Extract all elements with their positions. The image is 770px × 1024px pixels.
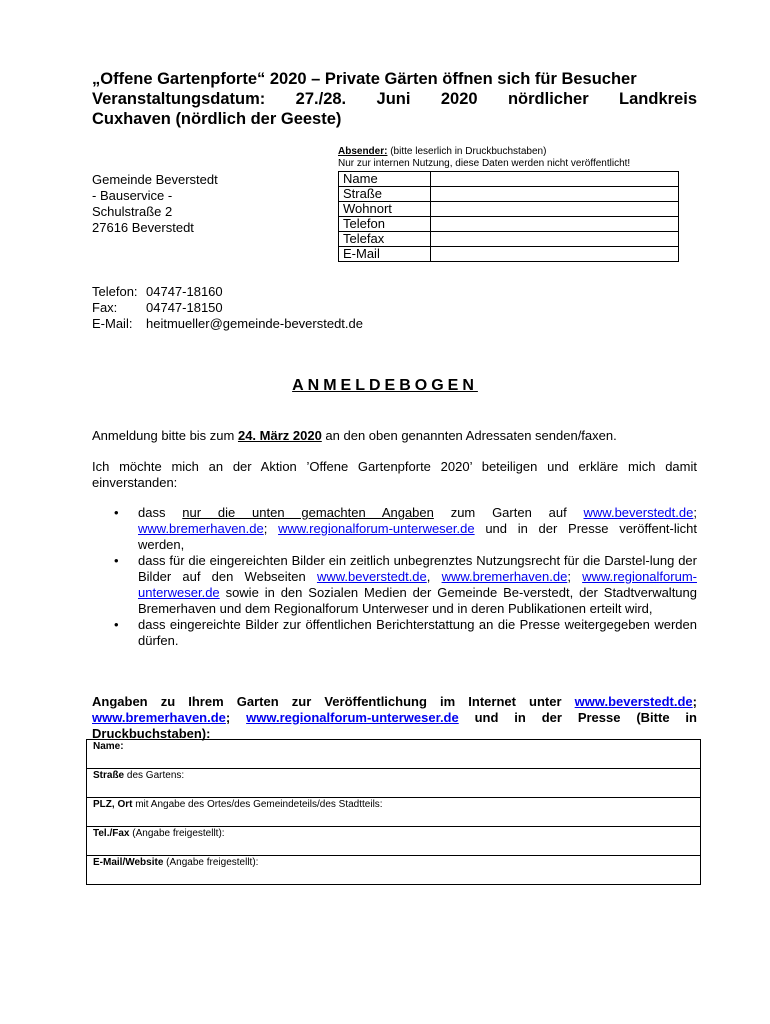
link-regionalforum[interactable]: www.regionalforum-unterweser.de (246, 710, 459, 725)
document-title (92, 69, 697, 129)
deadline-post: an den oben genannten Adressaten senden/faxen. (321, 428, 617, 443)
consent-text: und in der Presse veröffent-licht werden, (138, 521, 697, 552)
consent-text: sowie in den Sozialen Medien der Gemeinde Be-verstedt, der Stadtverwaltung Bremerhaven und dem Regionalforum Unterweser und in deren Publikationen erteilt wird, (138, 585, 697, 616)
garden-field-label: PLZ, Ort (93, 799, 133, 810)
garden-row-city (87, 798, 701, 827)
contact-fax-row (92, 300, 363, 316)
fax-value: 04747-18150 (146, 300, 223, 315)
garden-row-street (87, 769, 701, 798)
consent-item-2: • dass für die eingereichten Bilder ein zeitlich unbegrenztes Nutzungsrecht für die Darstel-lung der Bilder auf den Webseiten www.beverstedt.de, www.bremerhaven.de; www.regionalforum-unterweser.de sowie in den Sozialen Medien der Gemeinde Be-verstedt, der Stadtverwaltung Bremerhaven und dem Regionalforum Unterweser und in deren Publikationen erteilt wird, (114, 553, 697, 616)
sender-privacy-note: Nur zur internen Nutzung, diese Daten werden nicht veröffentlicht! (338, 158, 631, 169)
sender-row-city (339, 202, 679, 217)
title-line-2: Veranstaltungsdatum: 27./28. Juni 2020 nördlicher Landkreis (92, 90, 697, 108)
consent-text: dass für die eingereichten Bilder ein zeitlich unbegrenztes Nutzungsrecht für die Darstel-lung der Bilder auf den Webseiten (138, 553, 697, 584)
garden-field[interactable] (87, 827, 701, 856)
email-value: heitmueller@gemeinde-beverstedt.de (146, 316, 363, 331)
sender-field-input[interactable] (431, 172, 679, 187)
sender-field-label: Telefon (339, 217, 431, 232)
garden-intro: Angaben zu Ihrem Garten zur Veröffentlichung im Internet unter www.beverstedt.de; www.bremerhaven.de; www.regionalforum-unterweser.de und in der Presse (Bitte in Druckbuchstaben): (92, 694, 697, 741)
consent-text: dass (138, 505, 183, 520)
sender-heading (338, 146, 546, 158)
link-bremerhaven[interactable]: www.bremerhaven.de (138, 521, 264, 536)
garden-row-email (87, 856, 701, 885)
sender-table (338, 171, 679, 262)
deadline-date: 24. März 2020 (237, 428, 322, 443)
sender-field-input[interactable] (431, 187, 679, 202)
bullet-icon: • (114, 553, 119, 568)
consent-item-1: • dass nur die unten gemachten Angaben zum Garten auf www.beverstedt.de; www.bremerhaven.de; www.regionalforum-unterweser.de und in der Presse veröffent-licht werden, (114, 505, 697, 552)
address-line-1: Gemeinde Beverstedt (92, 172, 218, 187)
deadline-paragraph (92, 428, 697, 444)
deadline-pre: Anmeldung bitte bis zum (92, 428, 238, 443)
address-line-4: 27616 Beverstedt (92, 220, 194, 235)
garden-field-label: Tel./Fax (93, 828, 130, 839)
address-line-2: - Bauservice - (92, 188, 173, 203)
garden-intro-post: und in der Presse (Bitte in Druckbuchstaben): (92, 710, 697, 741)
consent-list (92, 505, 697, 649)
sender-field-input[interactable] (431, 217, 679, 232)
garden-field[interactable] (87, 798, 701, 827)
phone-value: 04747-18160 (146, 284, 223, 299)
link-bremerhaven[interactable]: www.bremerhaven.de (441, 569, 568, 584)
sender-row-fax (339, 232, 679, 247)
garden-field-note: mit Angabe des Ortes/des Gemeindeteils/des Stadtteils: (132, 799, 383, 810)
sender-row-name (339, 172, 679, 187)
sender-field-input[interactable] (431, 202, 679, 217)
sender-field-label: Straße (339, 187, 431, 202)
garden-field[interactable] (87, 856, 701, 885)
link-beverstedt[interactable]: www.beverstedt.de (316, 569, 427, 584)
consent-text: dass eingereichte Bilder zur öffentlichen Berichterstattung an die Presse weitergegeben werden dürfen. (138, 617, 697, 648)
link-bremerhaven[interactable]: www.bremerhaven.de (92, 710, 226, 725)
garden-field-note: (Angabe freigestellt): (129, 828, 225, 839)
phone-label: Telefon: (92, 284, 138, 299)
bullet-icon: • (114, 617, 119, 632)
sender-field-label: Telefax (339, 232, 431, 247)
sender-row-street (339, 187, 679, 202)
garden-field-label: Name: (93, 741, 124, 752)
bullet-icon: • (114, 505, 119, 520)
sender-row-email (339, 247, 679, 262)
sender-field-input[interactable] (431, 247, 679, 262)
garden-intro-pre: Angaben zu Ihrem Garten zur Veröffentlichung im Internet unter (92, 694, 575, 709)
garden-field[interactable] (87, 740, 701, 769)
sender-row-phone (339, 217, 679, 232)
garden-field[interactable] (87, 769, 701, 798)
sender-field-input[interactable] (431, 232, 679, 247)
garden-field-label: E-Mail/Website (93, 857, 164, 868)
consent-text: zum Garten auf (433, 505, 584, 520)
garden-field-label: Straße (93, 770, 125, 781)
garden-field-note: des Gartens: (124, 770, 185, 781)
recipient-contact (92, 284, 363, 332)
fax-label: Fax: (92, 300, 118, 315)
sender-label: Absender: (338, 146, 388, 157)
garden-table (86, 739, 701, 885)
sender-field-label: E-Mail (339, 247, 431, 262)
address-line-3: Schulstraße 2 (92, 204, 173, 219)
form-heading: ANMELDEBOGEN (292, 377, 478, 394)
sender-field-label: Wohnort (339, 202, 431, 217)
title-line-1: „Offene Gartenpforte“ 2020 – Private Gärten öffnen sich für Besucher (92, 70, 637, 88)
link-beverstedt[interactable]: www.beverstedt.de (583, 505, 694, 520)
link-beverstedt[interactable]: www.beverstedt.de (574, 694, 693, 709)
sender-hint: (bitte leserlich in Druckbuchstaben) (387, 146, 547, 157)
contact-email-row (92, 316, 363, 332)
garden-field-note: (Angabe freigestellt): (163, 857, 259, 868)
link-regionalforum[interactable]: www.regionalforum-unterweser.de (138, 569, 697, 600)
contact-phone-row (92, 284, 363, 300)
email-label: E-Mail: (92, 316, 133, 331)
sender-field-label: Name (339, 172, 431, 187)
consent-intro: Ich möchte mich an der Aktion ’Offene Gartenpforte 2020’ beteiligen und erkläre mich damit einverstanden: (92, 459, 697, 490)
title-line-3: Cuxhaven (nördlich der Geeste) (92, 110, 342, 128)
garden-row-phone (87, 827, 701, 856)
link-regionalforum[interactable]: www.regionalforum-unterweser.de (278, 521, 475, 536)
garden-row-name (87, 740, 701, 769)
consent-emphasis: nur die unten gemachten Angaben (182, 505, 434, 520)
recipient-address (92, 172, 218, 236)
consent-item-3 (92, 617, 697, 649)
